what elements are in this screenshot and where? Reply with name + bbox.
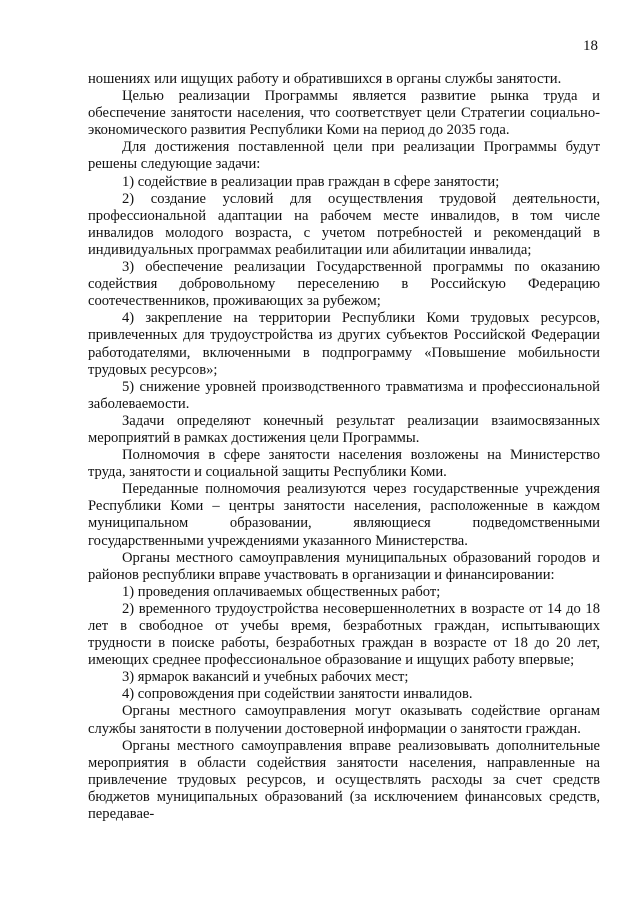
paragraph: Целью реализации Программы является развитие рынка труда и обеспечение занятости населения, что соответствует цели Стратегии социально-экономического развития Республики Коми на период до 2035 года. — [88, 88, 600, 139]
list-item: 2) временного трудоустройства несовершеннолетних в возрасте от 14 до 18 лет в свободное от учебы время, безработных граждан, испытывающих трудности в поиске работы, безработных граждан в возрасте от 18 до 20 лет, имеющих среднее профессиональное образование и ищущих работу впервые; — [88, 600, 600, 669]
paragraph: Органы местного самоуправления муниципальных образований городов и районов республики вправе участвовать в организации и финансировании: — [88, 549, 600, 583]
list-item: 1) проведения оплачиваемых общественных работ; — [122, 583, 441, 600]
list-item: 1) содействие в реализации прав граждан в сфере занятости; — [122, 173, 500, 190]
page-number: 18 — [583, 38, 598, 54]
body-text — [88, 71, 600, 823]
list-item: 2) создание условий для осуществления трудовой деятельности, профессиональной адаптации на рабочем месте инвалидов, в том числе инвалидов молодого возраста, с учетом потребностей и рекомендаций в индивидуальных программах реабилитации или абилитации инвалида; — [88, 190, 600, 258]
list-item: 3) ярмарок вакансий и учебных рабочих мест; — [122, 669, 409, 686]
paragraph: Органы местного самоуправления могут оказывать содействие органам службы занятости в получении достоверной информации о занятости граждан. — [88, 703, 600, 737]
list-item: 4) закрепление на территории Республики Коми трудовых ресурсов, привлеченных для трудоустройства из других субъектов Российской Федерации работодателями, включенными в подпрограмму «Повышение мобильности трудовых ресурсов»; — [88, 310, 600, 378]
paragraph: Органы местного самоуправления вправе реализовывать дополнительные мероприятия в области содействия занятости населения, направленные на привлечение трудовых ресурсов, и осуществлять расходы за счет средств бюджетов муниципальных образований (за исключением финансовых средств, передавае- — [88, 737, 600, 823]
paragraph: Переданные полномочия реализуются через государственные учреждения Республики Коми – центры занятости населения, расположенные в каждом муниципальном образовании, являющиеся подведомственными государственными учреждениями указанного Министерства. — [88, 481, 600, 549]
paragraph: ношениях или ищущих работу и обратившихся в органы службы занятости. — [88, 71, 562, 87]
paragraph: Полномочия в сфере занятости населения возложены на Министерство труда, занятости и социальной защиты Республики Коми. — [88, 447, 600, 481]
list-item: 3) обеспечение реализации Государственной программы по оказанию содействия добровольному переселению в Российскую Федерацию соотечественников, проживающих за рубежом; — [88, 259, 600, 310]
list-item: 5) снижение уровней производственного травматизма и профессиональной заболеваемости. — [88, 378, 600, 412]
list-item: 4) сопровождения при содействии занятости инвалидов. — [122, 686, 473, 703]
paragraph: Задачи определяют конечный результат реализации взаимосвязанных мероприятий в рамках достижения цели Программы. — [88, 412, 600, 446]
paragraph: Для достижения поставленной цели при реализации Программы будут решены следующие задачи: — [88, 139, 600, 173]
